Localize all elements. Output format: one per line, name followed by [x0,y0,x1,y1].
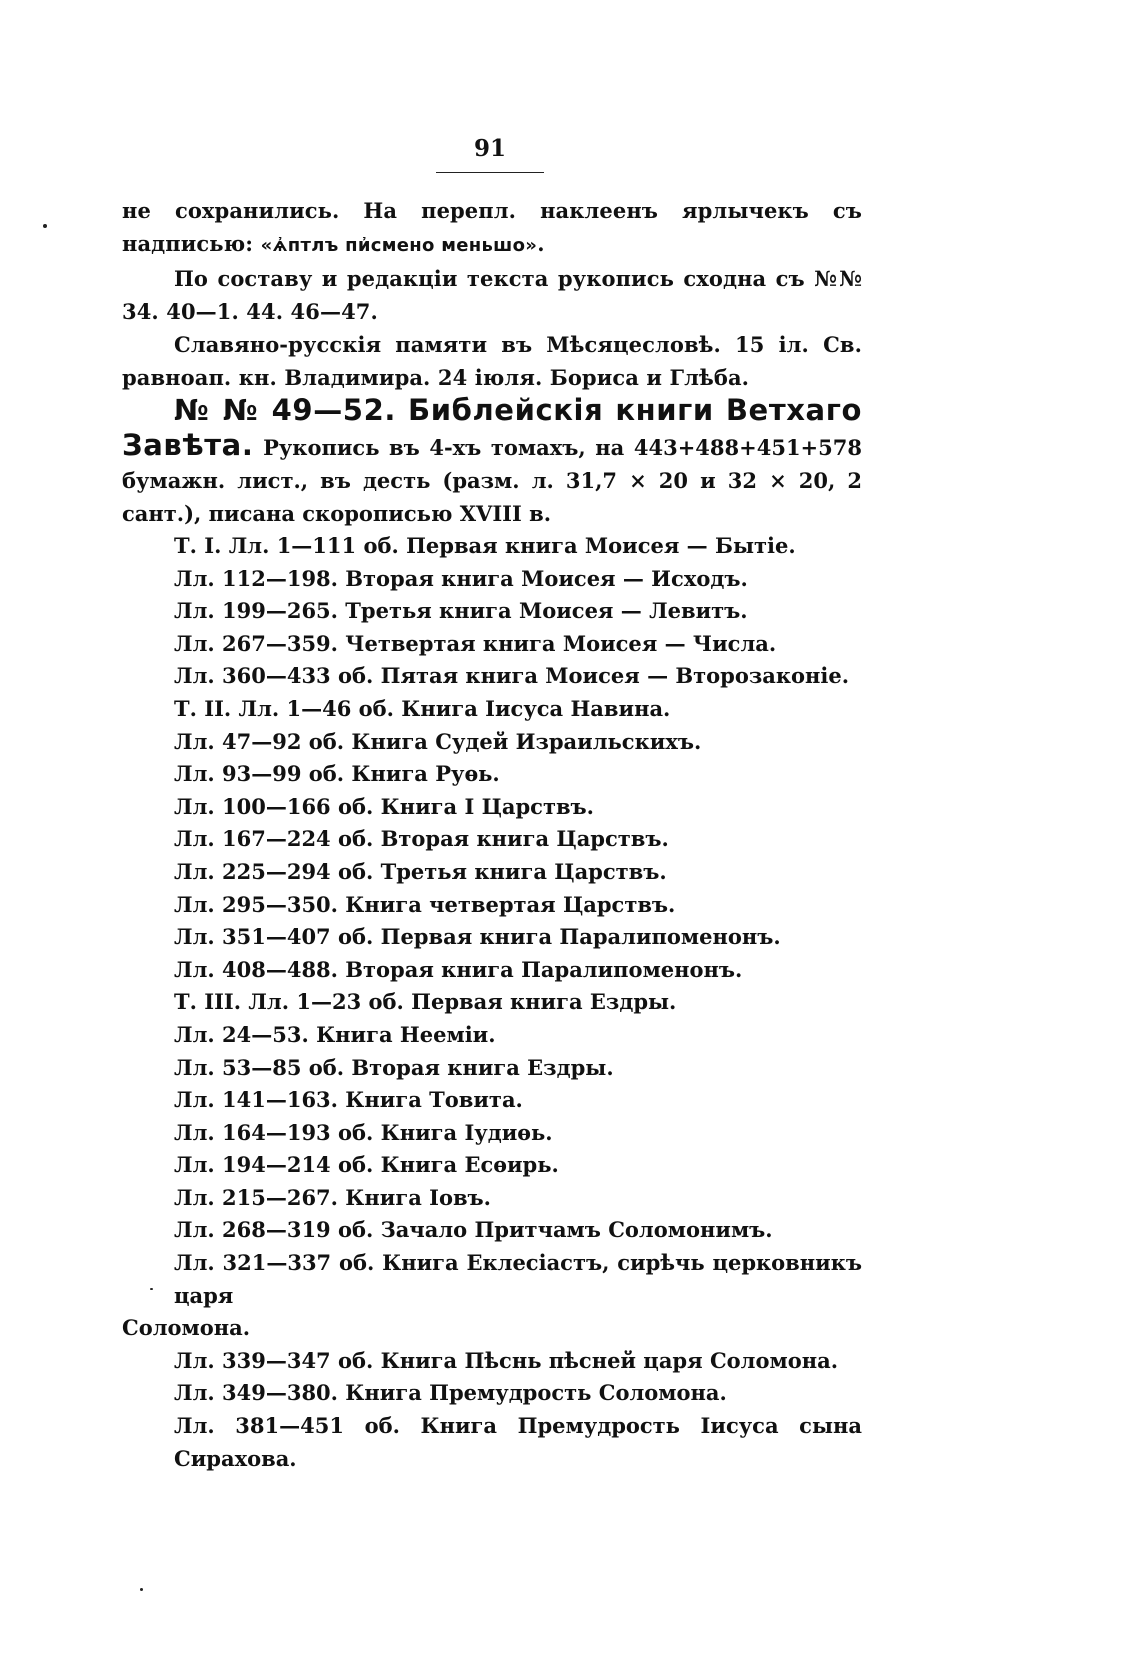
list-item [122,595,862,628]
entry-text: Лл. 112—198. Вторая книга Моисея — Исходъ. [174,565,748,591]
entry-text: Т. I. Лл. 1—111 об. Первая книга Моисея — Бытіе. [174,533,796,558]
list-item [122,1019,862,1052]
list-item [122,1117,862,1150]
scan-speck [150,1288,153,1290]
list-item [122,1410,862,1475]
list-item [122,954,862,987]
list-item [122,1247,862,1345]
entry-text: Лл. 349—380. Книга Премудрость Соломона. [174,1380,727,1406]
entry-text: Лл. 47—92 об. Книга Судей Израильскихъ. [174,728,702,754]
list-item [122,921,862,954]
manuscript-description: Рукопись въ 4-хъ томахъ, на 443+488+451+578 бумажн. лист., въ десть (разм. л. 31,7 × 20 и 32 × 20, 2 сант.), писана скорописью XVIII в. [122,435,862,526]
list-item [122,1052,862,1085]
page-number-rule [436,172,544,173]
entry-text: Лл. 351—407 об. Первая книга Паралипоменонъ. [174,924,781,950]
list-item [122,1377,862,1410]
entry-text: Лл. 167—224 об. Вторая книга Царствъ. [174,826,669,852]
list-item [122,791,862,824]
list-item [122,1214,862,1247]
entry-text: Лл. 141—163. Книга Товита. [174,1087,523,1113]
list-item [122,530,862,563]
entry-text: Лл. 100—166 об. Книга I Царствъ. [174,793,594,819]
page-number: 91 [473,135,506,162]
scan-speck [140,1588,143,1591]
list-item [122,563,862,596]
list-item [122,628,862,661]
entry-text: Лл. 199—265. Третья книга Моисея — Левитъ. [174,598,748,624]
scan-speck [43,224,47,228]
entry-text: Лл. 267—359. Четвертая книга Моисея — Числа. [174,630,777,656]
entry-text: Лл. 93—99 об. Книга Руѳь. [174,761,500,787]
intro-text: не сохранились. На перепл. наклеенъ ярлычекъ съ надписью: [122,198,862,256]
entry-text: Лл. 225—294 об. Третья книга Царствъ. [174,858,667,884]
manuscript-heading [122,394,862,530]
entry-text: Лл. 360—433 об. Пятая книга Моисея — Второзаконіе. [174,663,850,689]
list-item [122,823,862,856]
intro-end: . [537,231,545,256]
memorials-paragraph: Славяно-русскія памяти въ Мѣсяцесловѣ. 15 іл. Св. равноап. кн. Владимира. 24 іюля. Бориса и Глѣба. [122,332,862,390]
entry-text: Лл. 339—347 об. Книга Пѣснь пѣсней царя Соломона. [174,1347,839,1373]
entry-text: Лл. 408—488. Вторая книга Паралипоменонъ. [174,956,743,982]
entry-text: Лл. 321—337 об. Книга Еклесіастъ, сирѣчь церковникъ царя [174,1250,862,1308]
list-item [122,1345,862,1378]
page-body [122,194,862,1475]
entry-text: Лл. 194—214 об. Книга Есѳирь. [174,1152,559,1178]
list-item [122,1149,862,1182]
entry-text: Лл. 381—451 об. Книга Премудрость Іисуса сына Сирахова. [174,1413,862,1471]
contents-list [122,530,862,1475]
entry-text: Лл. 268—319 об. Зачало Притчамъ Соломонимъ. [174,1217,773,1243]
list-item [122,1084,862,1117]
intro-paragraph [122,194,862,262]
entry-text: Лл. 295—350. Книга четвертая Царствъ. [174,891,676,917]
entry-text: Лл. 24—53. Книга Нееміи. [174,1021,496,1047]
list-item [122,856,862,889]
list-item [122,758,862,791]
entry-text: Лл. 215—267. Книга Іовъ. [174,1184,491,1210]
composition-paragraph: По составу и редакціи текста рукопись сходна съ №№ 34. 40—1. 44. 46—47. [122,266,862,324]
entry-text: Т. II. Лл. 1—46 об. Книга Іисуса Навина. [174,695,671,721]
list-item [122,1182,862,1215]
list-item [122,726,862,759]
entry-text: Т. III. Лл. 1—23 об. Первая книга Ездры. [174,989,677,1015]
manuscript-title: № № 49—52. Библейскія книги Ветхаго Завѣта. [122,393,862,462]
entry-continuation: Соломона. [122,1315,251,1341]
entry-text: Лл. 164—193 об. Книга Іудиѳь. [174,1119,553,1145]
list-item [122,693,862,726]
list-item [122,660,862,693]
label-quote: «ѧ҆птлъ пи҆смено меньшо» [260,235,538,256]
entry-text: Лл. 53—85 об. Вторая книга Ездры. [174,1054,614,1080]
list-item [122,889,862,922]
list-item [122,986,862,1019]
